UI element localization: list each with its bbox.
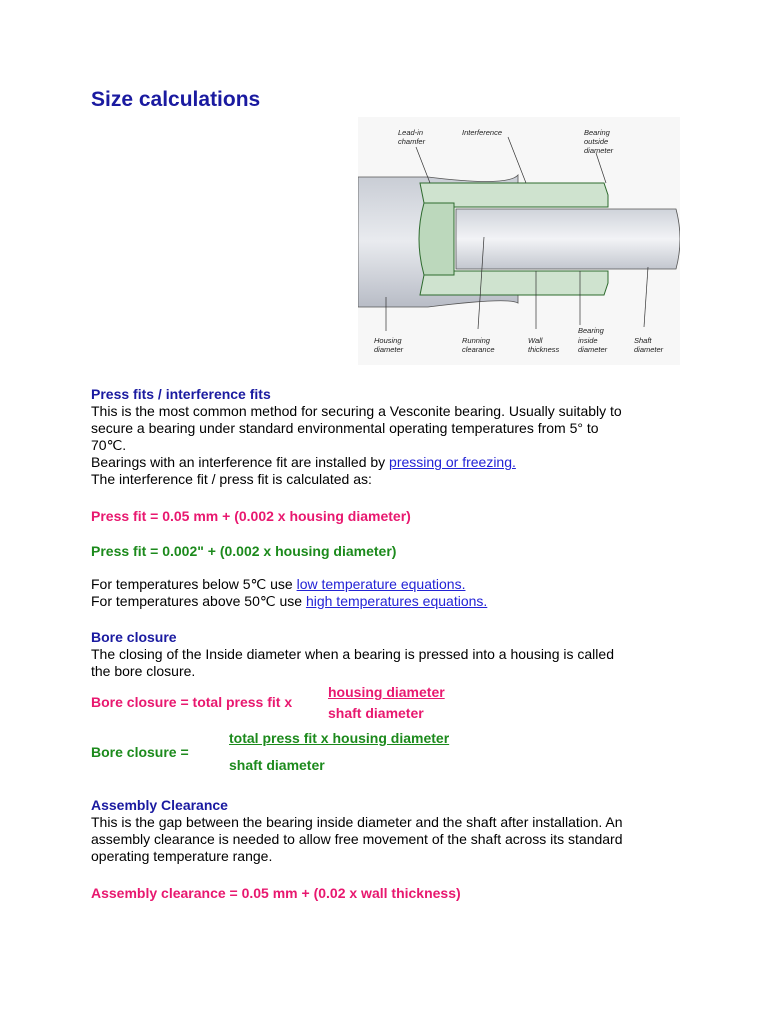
press-fits-line: This is the most common method for securing a Vesconite bearing. Usually suitably to — [91, 403, 622, 419]
page-title: Size calculations — [91, 88, 261, 111]
fig-label-thickness: thickness — [528, 345, 560, 354]
fig-label-running: Running — [462, 336, 490, 345]
bore-closure-formula2-denominator: shaft diameter — [229, 757, 325, 773]
bore-closure-formula1-denominator: shaft diameter — [328, 705, 424, 721]
fig-label-wall: Wall — [528, 336, 543, 345]
press-fits-line: The interference fit / press fit is calculated as: — [91, 471, 372, 487]
fig-label-housing-dia: diameter — [374, 345, 404, 354]
assembly-line: This is the gap between the bearing inside diameter and the shaft after installation. An — [91, 814, 623, 830]
fig-label-clearance: clearance — [462, 345, 495, 354]
bore-closure-formula2-left: Bore closure = — [91, 744, 189, 760]
bore-closure-heading: Bore closure — [91, 629, 177, 645]
fig-label-interference: Interference — [462, 128, 503, 137]
pressing-or-freezing-link[interactable]: pressing or freezing. — [389, 454, 516, 470]
fig-label-bearing2: Bearing — [578, 326, 604, 335]
temp-low-line: For temperatures below 5℃ use low temperature equations. — [91, 576, 466, 592]
press-fit-formula-imperial: Press fit = 0.002" + (0.002 x housing diameter) — [91, 543, 397, 559]
press-fits-heading: Press fits / interference fits — [91, 386, 271, 402]
chamfer-shape — [419, 203, 454, 275]
press-fits-line: Bearings with an interference fit are installed by pressing or freezing. — [91, 454, 516, 470]
fig-label-diameter: diameter — [584, 146, 614, 155]
bore-closure-formula1-left: Bore closure = total press fit x — [91, 694, 293, 710]
assembly-clearance-formula: Assembly clearance = 0.05 mm + (0.02 x wall thickness) — [91, 885, 461, 901]
temp-high-line: For temperatures above 50℃ use high temperatures equations. — [91, 593, 488, 609]
fig-label-outside: outside — [584, 137, 609, 146]
fig-label-inside: inside — [578, 336, 598, 345]
press-fits-line: 70℃. — [91, 437, 127, 453]
bearing-diagram — [358, 117, 680, 365]
fig-label-inside-dia: diameter — [578, 345, 608, 354]
bore-closure-line: the bore closure. — [91, 663, 196, 679]
high-temperature-link[interactable]: high temperatures equations. — [305, 593, 488, 609]
press-fits-text — [91, 403, 731, 488]
bore-closure-line: The closing of the Inside diameter when a bearing is pressed into a housing is called — [91, 646, 614, 662]
temperature-notes — [91, 576, 487, 610]
assembly-clearance-text — [91, 814, 731, 865]
bore-closure-formula2-numerator: total press fit x housing diameter — [229, 730, 450, 746]
fig-label-chamfer: chamfer — [398, 137, 426, 146]
fig-label-housing: Housing — [374, 336, 402, 345]
fig-label-shaft-dia: diameter — [634, 345, 664, 354]
fig-label-leadin: Lead-in — [398, 128, 424, 137]
press-fits-line: secure a bearing under standard environmental operating temperatures from 5° to — [91, 420, 599, 436]
assembly-line: assembly clearance is needed to allow free movement of the shaft across its standard — [91, 831, 623, 847]
press-fit-formula-metric: Press fit = 0.05 mm + (0.002 x housing diameter) — [91, 508, 411, 524]
low-temperature-link[interactable]: low temperature equations. — [296, 576, 466, 592]
assembly-line: operating temperature range. — [91, 848, 273, 864]
bore-closure-formula1-numerator: housing diameter — [328, 684, 445, 700]
fig-label-shaft: Shaft — [634, 336, 652, 345]
fig-label-bearing: Bearing — [584, 128, 610, 137]
bore-closure-text — [91, 646, 731, 680]
shaft-shape — [456, 209, 680, 269]
assembly-clearance-heading: Assembly Clearance — [91, 797, 228, 813]
